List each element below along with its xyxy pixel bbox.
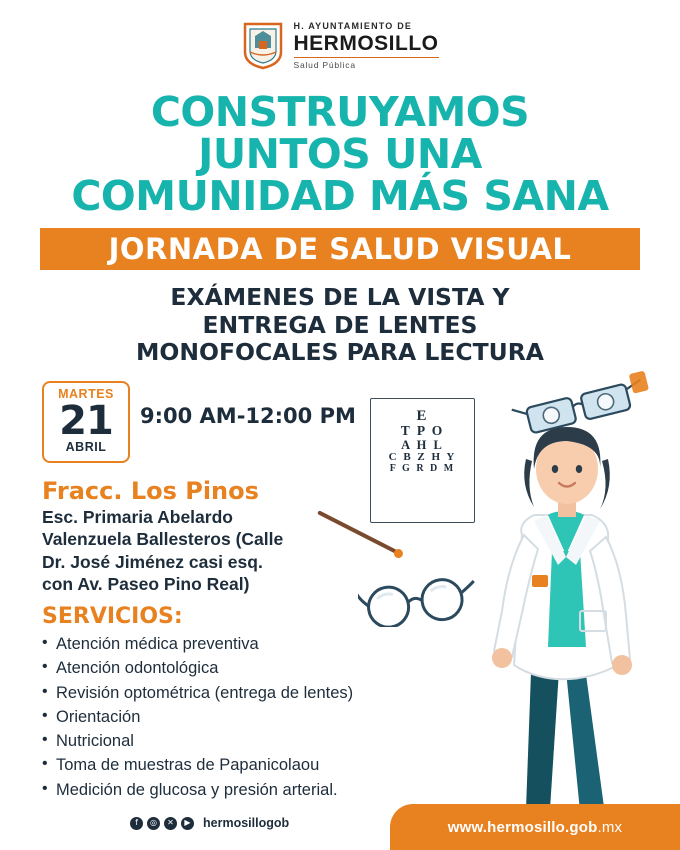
- list-item: • Atención médica preventiva: [42, 632, 482, 656]
- website-url-pill[interactable]: [390, 804, 680, 850]
- subtitle-line-1: EXÁMENES DE LA VISTA Y: [170, 283, 510, 311]
- logo-wordmark: [294, 22, 439, 70]
- hermosillo-coat-of-arms-icon: [242, 22, 284, 70]
- event-day: 21: [59, 397, 113, 444]
- eye-chart-row: E: [416, 408, 429, 424]
- event-date-badge: [42, 381, 130, 463]
- eye-chart-row: C B Z H Y: [388, 451, 457, 464]
- list-item: • Toma de muestras de Papanicolaou: [42, 753, 482, 777]
- footer: [0, 802, 680, 850]
- eye-chart-row: A H L: [401, 437, 444, 452]
- services-title: SERVICIOS:: [42, 604, 183, 629]
- location-address-line: Dr. José Jiménez casi esq.: [42, 551, 263, 572]
- logo-divider: [294, 57, 439, 58]
- event-month: ABRIL: [65, 439, 107, 454]
- headline-line-3: COMUNIDAD MÁS SANA: [71, 171, 609, 220]
- eye-chart-row: F G R D M: [389, 463, 456, 475]
- location-title: Fracc. Los Pinos: [42, 477, 259, 505]
- list-item: • Medición de glucosa y presión arterial.: [42, 778, 482, 802]
- logo-line-salud-publica: Salud Pública: [293, 60, 356, 71]
- event-time: 9:00 AM-12:00 PM: [140, 404, 356, 428]
- list-item: • Atención odontológica: [42, 656, 482, 680]
- location-address: [42, 506, 352, 596]
- list-item: • Revisión optométrica (entrega de lentes): [42, 681, 482, 705]
- headline-line-2: JUNTOS UNA: [198, 129, 482, 178]
- website-url: www.hermosillo.gob: [447, 818, 598, 836]
- campaign-banner-label: JORNADA DE SALUD VISUAL: [108, 232, 572, 266]
- event-weekday: MARTES: [58, 387, 114, 401]
- female-optometrist-illustration: [460, 415, 675, 835]
- campaign-banner: [40, 228, 640, 270]
- x-twitter-icon[interactable]: ✕: [164, 817, 177, 830]
- location-address-line: Esc. Primaria Abelardo: [42, 507, 233, 527]
- subtitle-line-2: ENTREGA DE LENTES: [202, 310, 478, 339]
- location-address-line: con Av. Paseo Pino Real): [42, 574, 250, 595]
- page-title: [0, 88, 680, 220]
- eye-chart-row: T P O: [400, 423, 445, 439]
- logo-line-ayuntamiento: H. AYUNTAMIENTO DE: [293, 21, 413, 32]
- facebook-icon[interactable]: f: [130, 817, 143, 830]
- social-handle: hermosillogob: [203, 816, 290, 830]
- headline-line-1: CONSTRUYAMOS: [150, 88, 530, 136]
- institution-logo: [0, 22, 680, 70]
- instagram-icon[interactable]: ◎: [147, 817, 160, 830]
- subtitle-line-3: MONOFOCALES PARA LECTURA: [136, 338, 544, 367]
- location-address-line: Valenzuela Ballesteros (Calle: [42, 529, 284, 550]
- page-subtitle: [0, 284, 680, 367]
- list-item: • Nutricional: [42, 729, 482, 753]
- optometry-illustration: [330, 370, 680, 830]
- social-links[interactable]: [130, 816, 289, 830]
- website-url-tld: .mx: [597, 818, 623, 836]
- logo-line-hermosillo: HERMOSILLO: [293, 32, 439, 56]
- list-item: • Orientación: [42, 705, 482, 729]
- youtube-icon[interactable]: ▶: [181, 817, 194, 830]
